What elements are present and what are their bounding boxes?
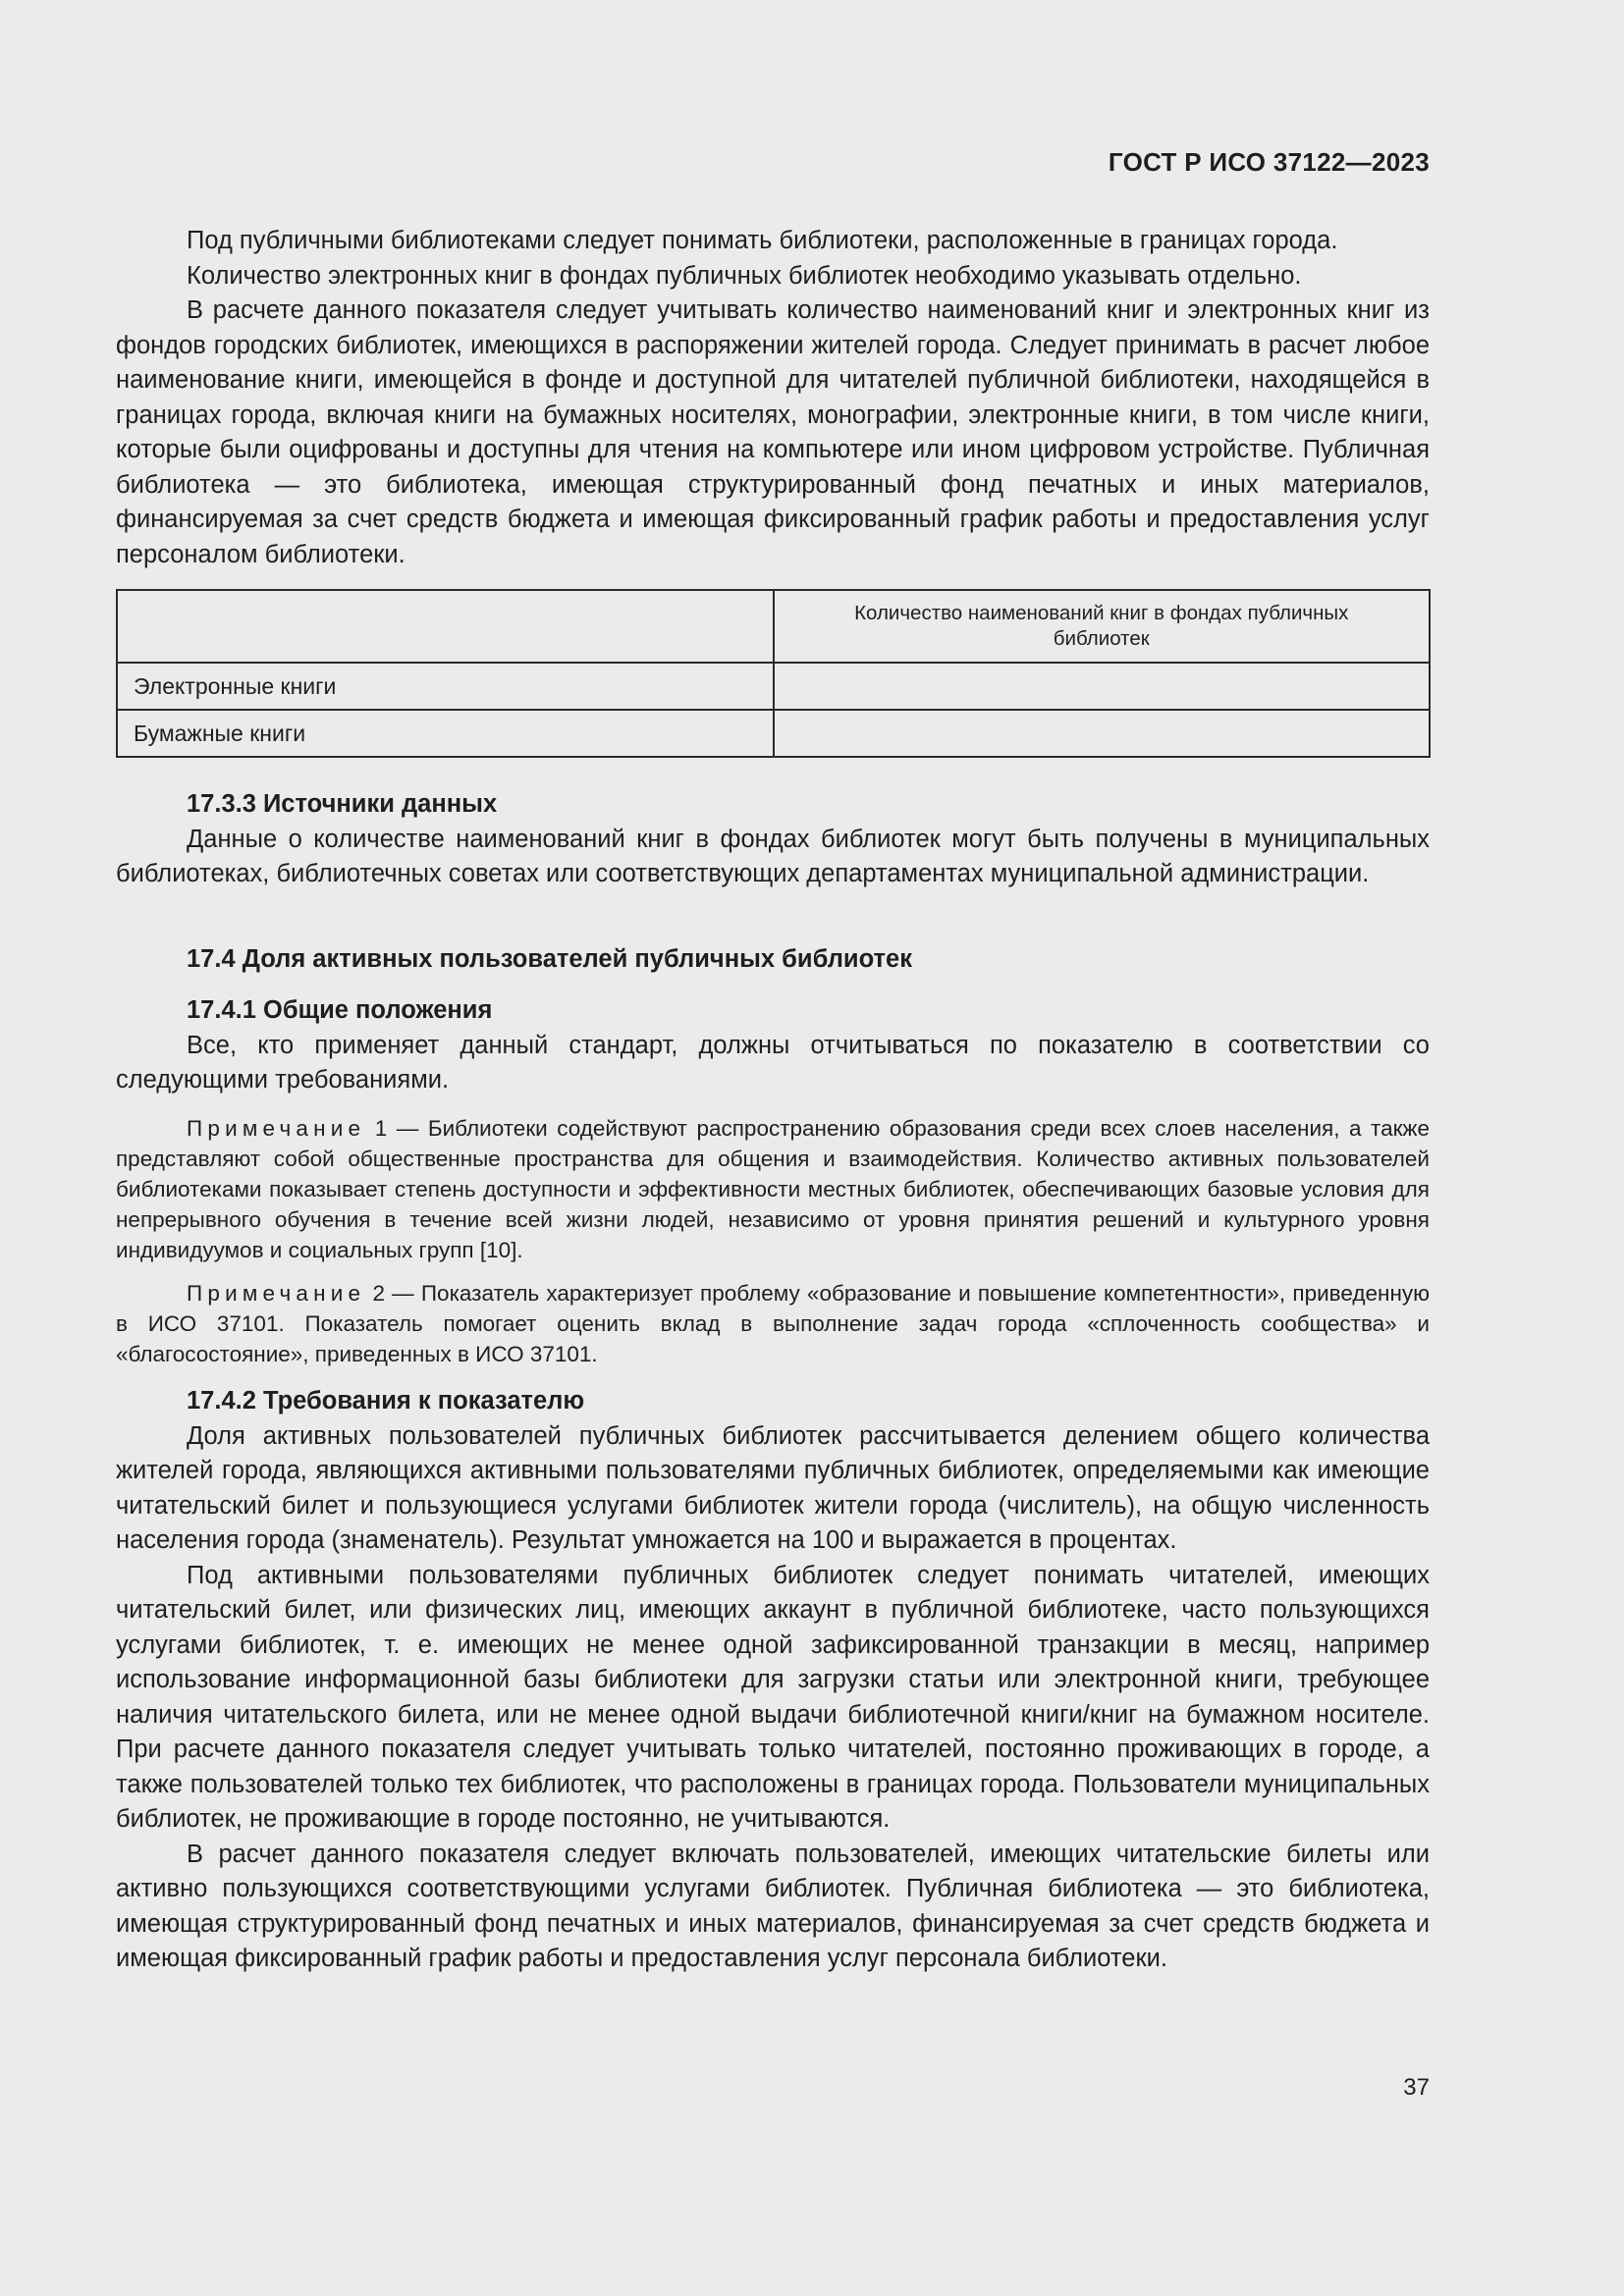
section-17-4-1-paragraph: Все, кто применяет данный стандарт, должны отчитываться по показателю в соответствии со следующими требованиями. xyxy=(116,1031,1430,1094)
section-17-4-2-paragraph-1: Доля активных пользователей публичных библиотек рассчитывается делением общего количества жителей города, являющихся активными пользователями публичных библиотек, определяемыми как имеющие читательский билет и пользующиеся услугами библиотек жители города (числитель), на общую численность населения города (знаменатель). Результат умножается на 100 и выражается в процентах. xyxy=(116,1421,1430,1554)
table-row-value xyxy=(774,663,1431,710)
table-row-value xyxy=(774,710,1431,757)
section-heading-17-4: 17.4 Доля активных пользователей публичных библиотек xyxy=(187,945,912,973)
section-heading-17-4-1: 17.4.1 Общие положения xyxy=(187,996,493,1024)
note-1-text: 1 — Библиотеки содействуют распространению образования среди всех слоев населения, а также представляют собой общественные пространства для общения и взаимодействия. Количество активных пользователей библиотеками показывает степень доступности и эффективности местных библиотек, обеспечивающих базовые условия для непрерывного обучения в течение всей жизни людей, независимо от уровня принятия решений и культурного уровня индивидуумов и социальных групп [10]. xyxy=(116,1116,1430,1262)
intro-paragraph-3: В расчете данного показателя следует учитывать количество наименований книг и электронных книг из фондов городских библиотек, имеющихся в распоряжении жителей города. Следует принимать в расчет любое наименование книги, имеющейся в фонде и доступной для читателей публичной библиотеки, находящейся в границах города, включая книги на бумажных носителях, монографии, электронные книги, в том числе книги, которые были оцифрованы и доступны для чтения на компьютере или ином цифровом устройстве. Публичная библиотека — это библиотека, имеющая структурированный фонд печатных и иных материалов, финансируемая за счет средств бюджета и имеющая фиксированный график работы и предоставления услуг персоналом библиотеки. xyxy=(116,296,1430,568)
section-heading-17-3-3: 17.3.3 Источники данных xyxy=(187,790,498,818)
note-1-label: Примечание xyxy=(187,1116,366,1141)
book-count-table xyxy=(116,589,1431,758)
document-code-header: ГОСТ Р ИСО 37122—2023 xyxy=(1108,147,1430,177)
table-header-empty-cell xyxy=(117,590,774,663)
note-2-text: 2 — Показатель характеризует проблему «образование и повышение компетентности», приведенную в ИСО 37101. Показатель помогает оценить вклад в выполнение задач города «сплоченность сообщества» и «благосостояние», приведенных в ИСО 37101. xyxy=(116,1281,1430,1366)
section-17-4-1 xyxy=(116,993,1430,1098)
section-17-4 xyxy=(116,942,1430,978)
section-17-3-3 xyxy=(116,787,1430,892)
section-17-4-2 xyxy=(116,1384,1430,1977)
table-row xyxy=(117,710,1430,757)
note-2 xyxy=(116,1278,1430,1369)
table-row-label: Бумажные книги xyxy=(117,710,774,757)
section-17-3-3-paragraph: Данные о количестве наименований книг в фондах библиотек могут быть получены в муниципальных библиотеках, библиотечных советах или соответствующих департаментах муниципальной администрации. xyxy=(116,825,1430,887)
table-column-header: Количество наименований книг в фондах публичных библиотек xyxy=(774,590,1431,663)
section-17-4-2-paragraph-2: Под активными пользователями публичных библиотек следует понимать читателей, имеющих читательский билет, или физических лиц, имеющих аккаунт в публичной библиотеке, часто пользующихся услугами библиотек, т. е. имеющих не менее одной зафиксированной транзакции в месяц, например использование информационной базы библиотеки для загрузки статьи или электронной книги, требующее наличия читательского билета, или не менее одной выдачи библиотечной книги/книг на бумажном носителе. При расчете данного показателя следует учитывать только читателей, постоянно проживающих в городе, а также пользователей только тех библиотек, что расположены в границах города. Пользователи муниципальных библиотек, не проживающие в городе постоянно, не учитываются. xyxy=(116,1561,1430,1833)
note-1 xyxy=(116,1113,1430,1265)
section-17-4-2-paragraph-3: В расчет данного показателя следует включать пользователей, имеющих читательские билеты или активно пользующихся соответствующими услугами библиотек. Публичная библиотека — это библиотека, имеющая структурированный фонд печатных и иных материалов, финансируемая за счет средств бюджета и имеющая фиксированный график работы и предоставления услуг персонала библиотеки. xyxy=(116,1840,1430,1972)
table-row-label: Электронные книги xyxy=(117,663,774,710)
table-row xyxy=(117,663,1430,710)
section-heading-17-4-2: 17.4.2 Требования к показателю xyxy=(187,1387,585,1415)
page-number: 37 xyxy=(1403,2074,1430,2101)
table-header-row xyxy=(117,590,1430,663)
intro-paragraph-1: Под публичными библиотеками следует понимать библиотеки, расположенные в границах города. xyxy=(187,227,1338,254)
note-2-label: Примечание xyxy=(187,1281,366,1306)
intro-paragraph-2: Количество электронных книг в фондах публичных библиотек необходимо указывать отдельно. xyxy=(187,261,1302,290)
intro-section xyxy=(116,224,1430,572)
